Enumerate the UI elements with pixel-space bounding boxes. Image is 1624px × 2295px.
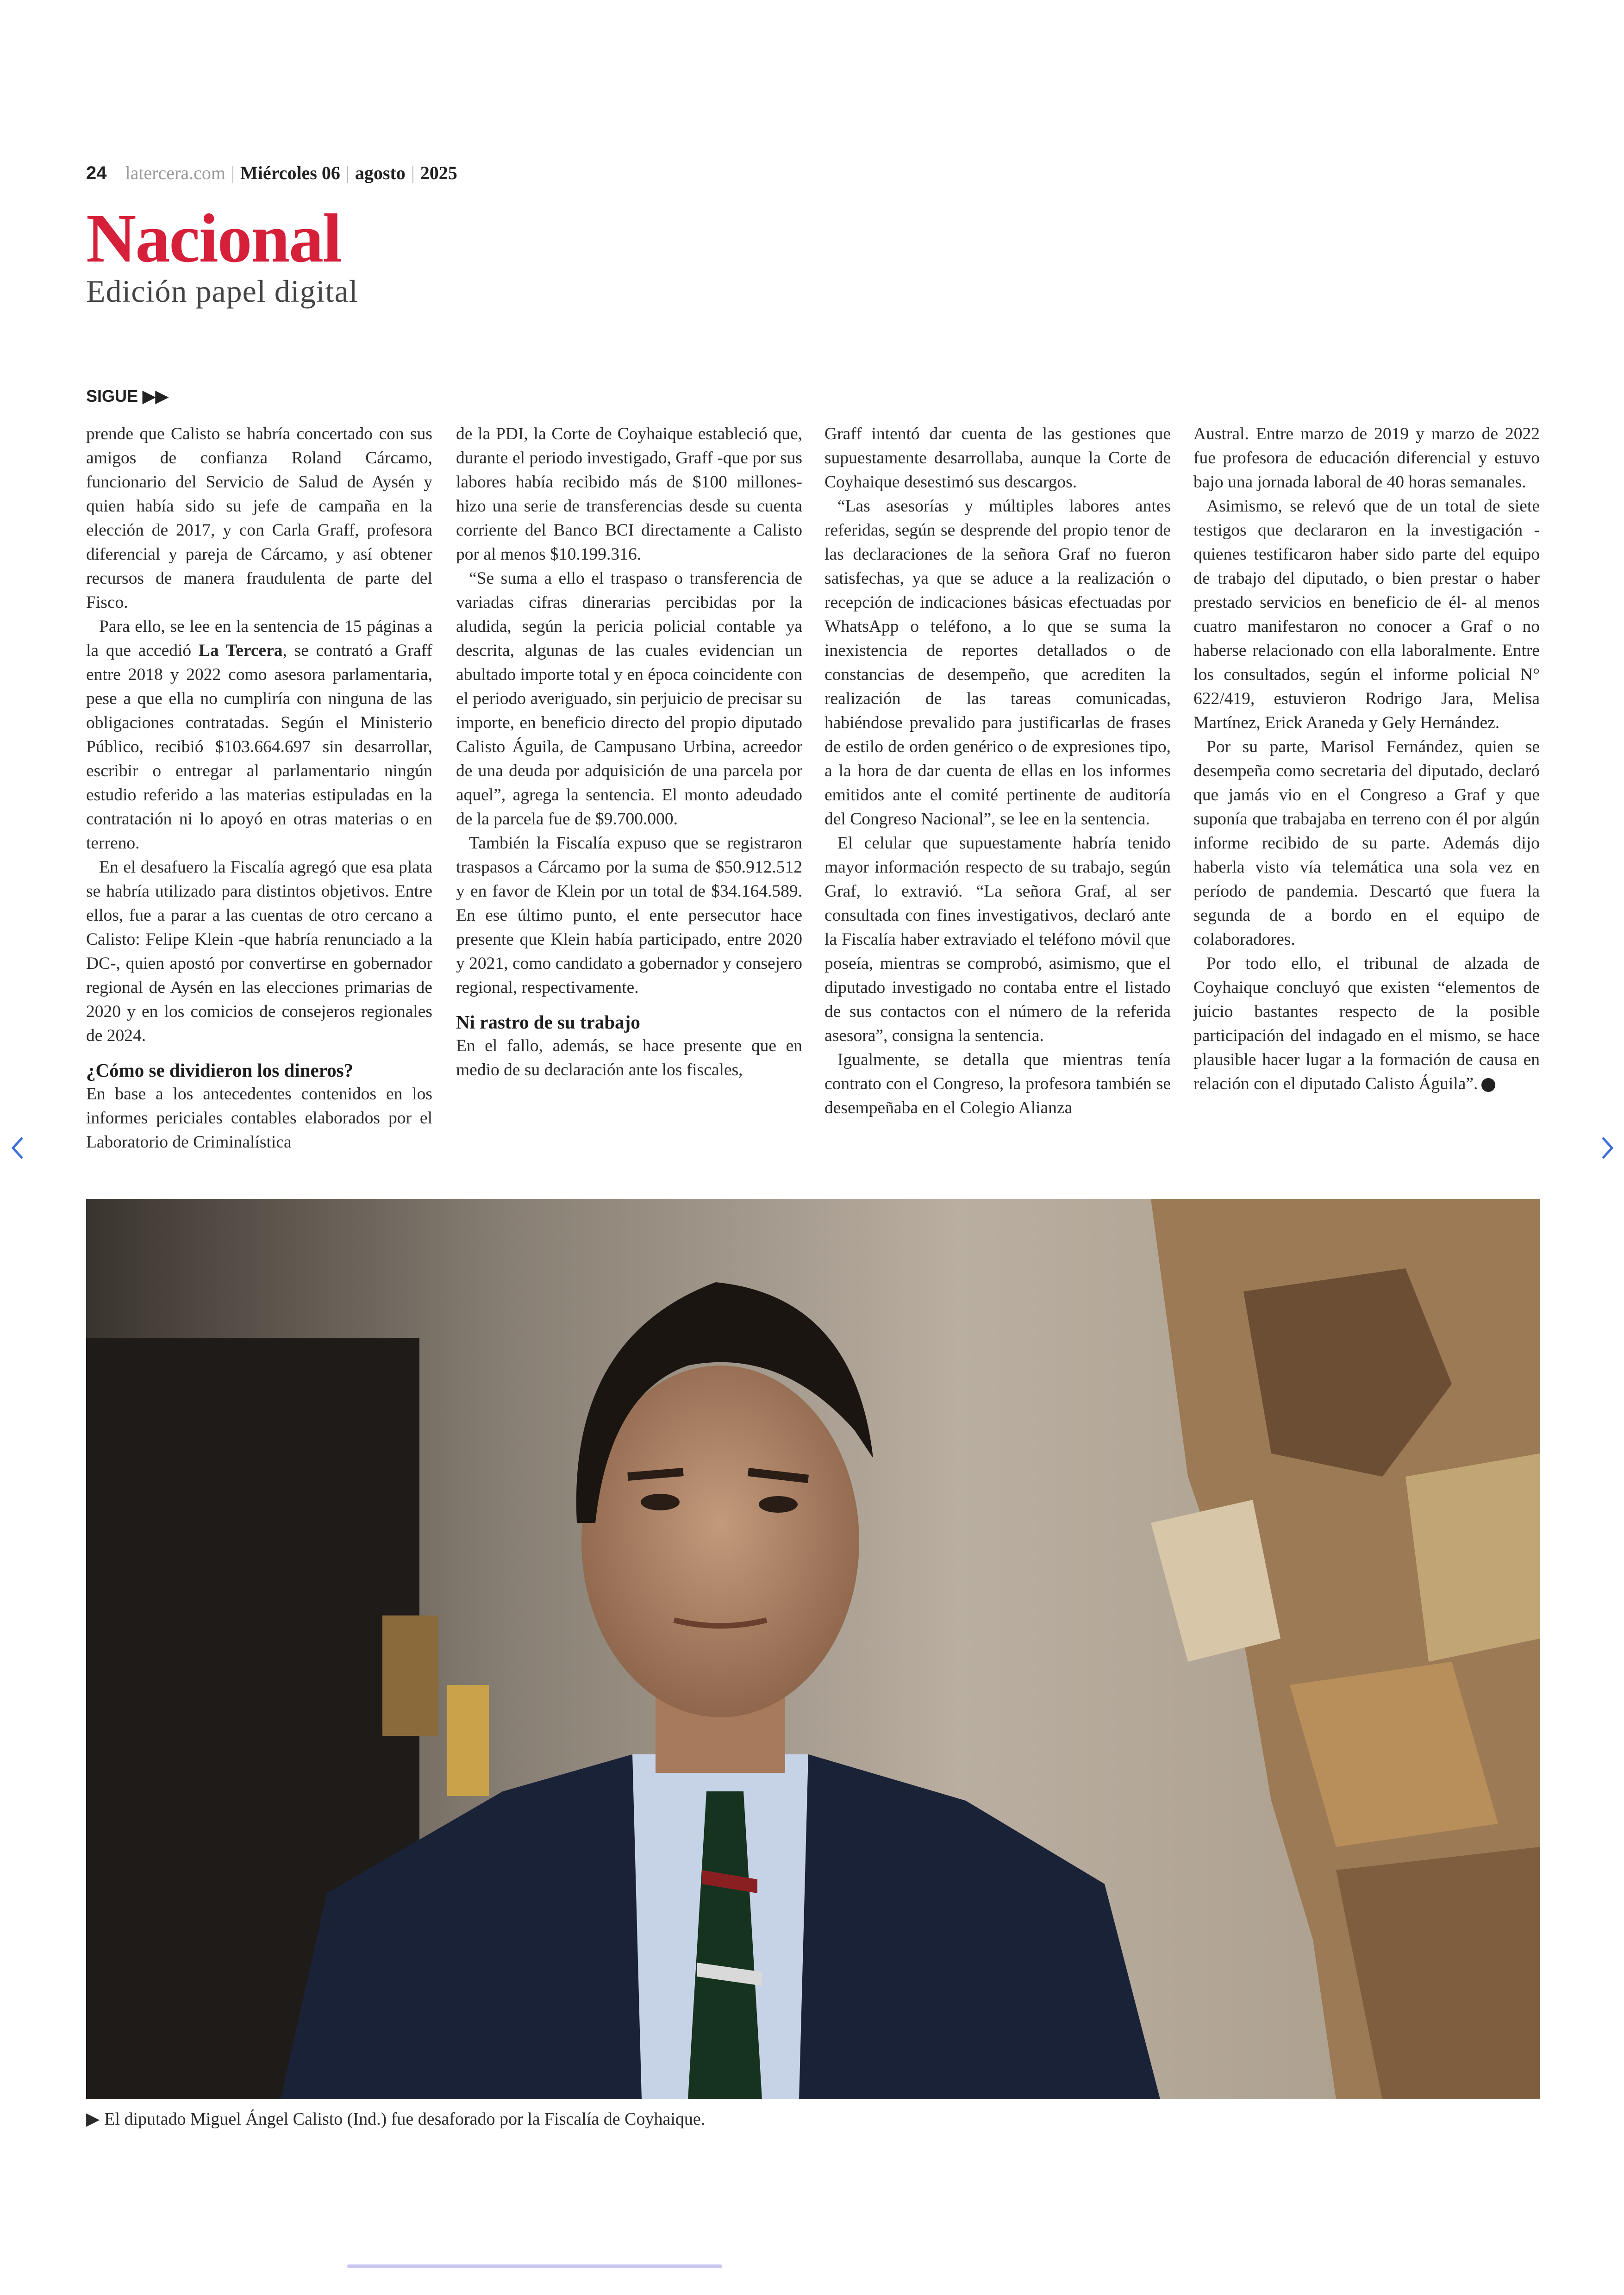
paragraph: Igualmente, se detalla que mientras tenía contrato con el Congreso, la profesora también se desempeñaba en el Colegio Alianza — [824, 1050, 1171, 1117]
paragraph: El celular que supuestamente habría tenido mayor información respecto de su trabajo, según Graf, lo extravió. “La señora Graf, al ser consultada con fines investigativos, declaró ante la Fiscalía haber extraviado el teléfono móvil que poseía, mientras se comprobó, asimismo, que el diputado investigado no contaba entre el listado de sus contactos con el número de la referida asesora”, consigna la sentencia. — [824, 834, 1171, 1045]
header-day: Miércoles 06 — [240, 162, 340, 183]
article-column-2 — [456, 422, 802, 1082]
chevron-right-icon[interactable] — [1598, 1134, 1617, 1168]
paragraph: prende que Calisto se habría concertado con sus amigos de confianza Roland Cárcamo, funcionario del Servicio de Salud de Aysén y quien había sido su jefe de campaña en la elección de 2017, y con Carla Graff, profesora diferencial y pareja de Cárcamo, y así obtener recursos de manera fraudulenta de parte del Fisco. — [86, 424, 432, 612]
article-column-3 — [824, 422, 1171, 1120]
subheading: ¿Cómo se dividieron los dineros? — [86, 1060, 354, 1081]
paragraph: Austral. Entre marzo de 2019 y marzo de 2022 fue profesora de educación diferencial y estuvo bajo una jornada laboral de 40 horas semanales. — [1193, 424, 1540, 492]
site-name: latercera.com — [125, 162, 226, 183]
paragraph: “Se suma a ello el traspaso o transferencia de variadas cifras dinerarias percibidas por la aludida, según la pericia policial contable ya descrita, algunas de las cuales evidencian un abultado importe total y en época coincidente con el periodo averiguado, sin perjuicio de precisar su importe, en beneficio directo del propio diputado Calisto Águila, de Campusano Urbina, acreedor de una deuda por adquisición de una parcela por aquel”, agrega la sentencia. El monto adeudado de la parcela fue de $9.700.000. — [456, 569, 802, 829]
paragraph: En base a los antecedentes contenidos en los informes periciales contables elaborados por el Laboratorio de Criminalística — [86, 1085, 432, 1152]
article-column-1 — [86, 422, 432, 1154]
paragraph: “Las asesorías y múltiples labores antes referidas, según se desprende del propio tenor de las declaraciones de la señora Graf no fueron satisfechas, ya que se aduce a la realización o recepción de indicaciones básicas efectuadas por WhatsApp o teléfono, a lo que se suma la inexistencia de reportes detallados o de constancias de desempeño, que acrediten la realización de las tareas comunicadas, habiéndose prevalido para justificarlas de frases de estilo de orden genérico o de expresiones tipo, a la hora de dar cuenta de ellas en los informes emitidos ante el comité pertinente de auditoría del Congreso Nacional”, se lee en la sentencia. — [824, 497, 1171, 829]
paragraph: Graff intentó dar cuenta de las gestiones que supuestamente desarrollaba, aunque la Corte de Coyhaique desestimó sus descargos. — [824, 424, 1171, 492]
paragraph: Para ello, se lee en la sentencia de 15 páginas a la que accedió La Tercera, se contrató a Graff entre 2018 y 2022 como asesora parlamentaria, pese a que ella no cumpliría con ninguna de las obligaciones contratadas. Según el Ministerio Público, recibió $103.664.697 sin desarrollar, escribir o entregar al parlamentario ningún estudio referido a las materias estipuladas en la contratación ni lo apoyó en otras materias o en terreno. — [86, 617, 432, 853]
paragraph: Por su parte, Marisol Fernández, quien se desempeña como secretaria del diputado, declaró que jamás vio en el Congreso a Graf y que suponía que trabajaba en terreno con él por algún informe recibido de su parte. Además dijo haberla visto vía telemática una sola vez en período de pandemia. Descartó que fuera la segunda de a bordo en el equipo de colaboradores. — [1193, 737, 1540, 949]
article-photo — [86, 1199, 1540, 2099]
header-year: 2025 — [420, 162, 457, 183]
header-month: agosto — [355, 162, 406, 183]
bullet-icon — [1481, 1078, 1495, 1092]
paragraph: Por todo ello, el tribunal de alzada de Coyhaique concluyó que existen “elementos de juicio bastantes respecto de la posible participación del indagado en el mismo, se hace plausible hacer lugar a la formación de causa en relación con el diputado Calisto Águila”. — [1193, 954, 1540, 1093]
page-number: 24 — [86, 163, 107, 183]
paragraph: Asimismo, se relevó que de un total de siete testigos que declararon en la investigación -quienes testificaron haber sido parte del equipo de trabajo del diputado, o bien prestar o haber prestado servicios en beneficio de él- al menos cuatro manifestaron no conocer a Graf o no haberse relacionado con ella laboralmente. Entre los consultados, según el informe policial N° 622/419, estuvieron Rodrigo Jara, Melisa Martínez, Erick Araneda y Gely Hernández. — [1193, 497, 1540, 732]
paragraph: de la PDI, la Corte de Coyhaique estableció que, durante el periodo investigado, Graff -que por sus labores había recibido más de $100 millones- hizo una serie de transferencias desde su cuenta corriente del Banco BCI directamente a Calisto por al menos $10.199.316. — [456, 424, 802, 564]
page-header: 24 latercera.com | Miércoles 06 | agosto | 2025 — [86, 162, 457, 183]
paragraph: En el fallo, además, se hace presente que en medio de su declaración ante los fiscales, — [456, 1036, 802, 1079]
newspaper-name: La Tercera — [198, 641, 283, 660]
continued-label: SIGUE ▶▶ — [86, 387, 169, 405]
article-column-4 — [1193, 422, 1540, 1096]
chevron-left-icon[interactable] — [8, 1134, 27, 1168]
horizontal-scrollbar[interactable] — [347, 2264, 722, 2268]
subheading: Ni rastro de su trabajo — [456, 1011, 640, 1033]
paragraph: En el desafuero la Fiscalía agregó que esa plata se habría utilizado para distintos objetivos. Entre ellos, fue a parar a las cuentas de otro cercano a Calisto: Felipe Klein -que habría renunciado a la DC-, quien apostó por convertirse en gobernador regional de Aysén en las elecciones primarias de 2020 y en los comicios de consejeros regionales de 2024. — [86, 858, 432, 1045]
play-triangle-icon: ▶ — [86, 2109, 100, 2129]
paragraph: También la Fiscalía expuso que se registraron traspasos a Cárcamo por la suma de $50.912.512 y en favor de Klein por un total de $34.164.589. En ese último punto, el ente persecutor hace presente que Klein había participado, entre 2020 y 2021, como candidato a gobernador y consejero regional, respectivamente. — [456, 834, 802, 997]
photo-caption: ▶ El diputado Miguel Ángel Calisto (Ind.) fue desaforado por la Fiscalía de Coyhaique. — [86, 2109, 706, 2129]
section-title: Nacional — [86, 200, 341, 277]
section-subtitle: Edición papel digital — [86, 274, 358, 309]
